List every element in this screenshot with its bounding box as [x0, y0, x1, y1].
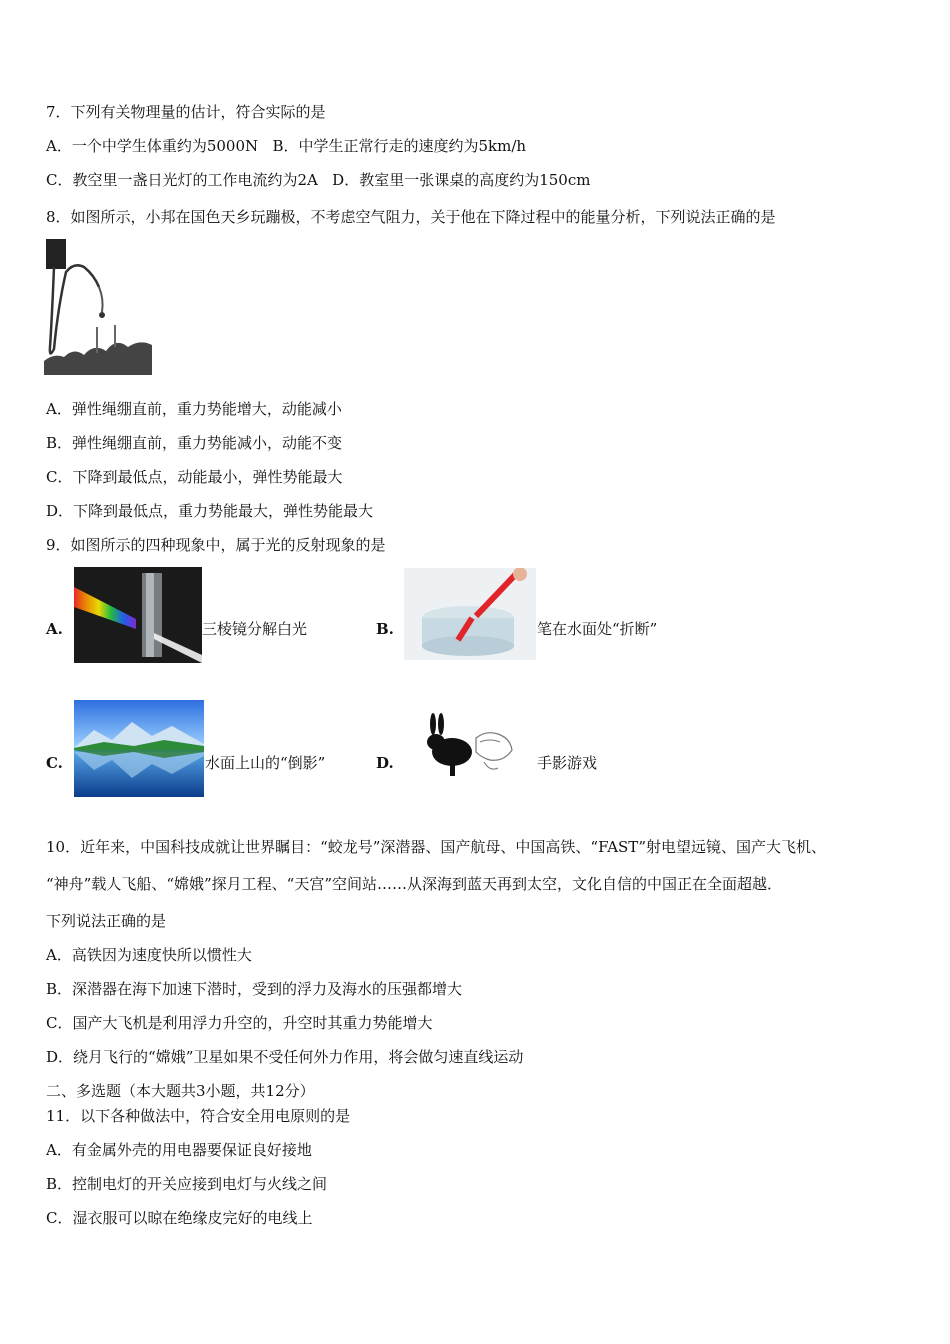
q8-option-c: C．下降到最低点，动能最小，弹性势能最大 — [46, 468, 343, 486]
prism-image — [74, 567, 202, 663]
hand-shadow-image — [424, 712, 516, 778]
q9-option-c-caption: 水面上山的“倒影” — [205, 754, 326, 772]
q8-option-d: D．下降到最低点，重力势能最大，弹性势能最大 — [46, 502, 374, 520]
q8-option-b: B．弹性绳绷直前，重力势能减小，动能不变 — [46, 434, 343, 452]
q9-option-a-letter: A. — [46, 620, 63, 638]
q8-stem: 8．如图所示，小邦在国色天乡玩蹦极，不考虑空气阻力，关于他在下降过程中的能量分析，下列说法正确的是 — [46, 208, 776, 226]
q10-option-a: A．高铁因为速度快所以惯性大 — [46, 946, 252, 964]
q10-stem-line-2: “神舟”载人飞船、“嫦娥”探月工程、“天宫”空间站……从深海到蓝天再到太空，文化自信的中国正在全面超越． — [46, 875, 783, 893]
q7-option-c: C．教空里一盏日光灯的工作电流约为2A — [46, 171, 318, 189]
q10-stem-line-1: 10．近年来，中国科技成就让世界瞩目：“蛟龙号”深潜器、国产航母、中国高铁、“FAST”射电望远镜、国产大飞机、 — [46, 838, 826, 856]
q7-option-row-1 — [46, 136, 526, 156]
q9-option-d-letter: D. — [376, 754, 394, 772]
section-heading: 二、多选题（本大题共3小题，共12分） — [46, 1082, 315, 1100]
q10-option-b: B．深潜器在海下加速下潜时，受到的浮力及海水的压强都增大 — [46, 980, 463, 998]
q11-option-b: B．控制电灯的开关应接到电灯与火线之间 — [46, 1175, 328, 1193]
q8-option-a: A．弹性绳绷直前，重力势能增大，动能减小 — [46, 400, 342, 418]
q7-option-a: A．一个中学生体重约为5000N — [46, 137, 259, 155]
mountain-reflection-image — [74, 700, 204, 797]
q10-stem-line-3: 下列说法正确的是 — [46, 912, 167, 930]
q9-stem: 9．如图所示的四种现象中，属于光的反射现象的是 — [46, 536, 386, 554]
q7-stem: 7．下列有关物理量的估计，符合实际的是 — [46, 103, 326, 121]
q9-option-c-letter: C. — [46, 754, 63, 772]
pen-in-water-image — [404, 568, 536, 660]
q9-option-b-caption: 笔在水面处“折断” — [537, 620, 658, 638]
q7-option-b: B．中学生正常行走的速度约为5km/h — [272, 137, 527, 155]
bungee-figure — [44, 237, 152, 375]
q10-option-c: C．国产大飞机是利用浮力升空的，升空时其重力势能增大 — [46, 1014, 433, 1032]
q9-option-d-caption: 手影游戏 — [537, 754, 598, 772]
q9-option-b-letter: B. — [376, 620, 394, 638]
q11-option-a: A．有金属外壳的用电器要保证良好接地 — [46, 1141, 312, 1159]
q9-option-a-caption: 三棱镜分解白光 — [202, 620, 308, 638]
q11-stem: 11．以下各种做法中，符合安全用电原则的是 — [46, 1107, 351, 1125]
q7-option-row-2 — [46, 170, 590, 190]
q7-option-d: D．教室里一张课桌的高度约为150cm — [332, 171, 591, 189]
q11-option-c: C．湿衣服可以晾在绝缘皮完好的电线上 — [46, 1209, 313, 1227]
q10-option-d: D．绕月飞行的“嫦娥”卫星如果不受任何外力作用，将会做匀速直线运动 — [46, 1048, 524, 1066]
